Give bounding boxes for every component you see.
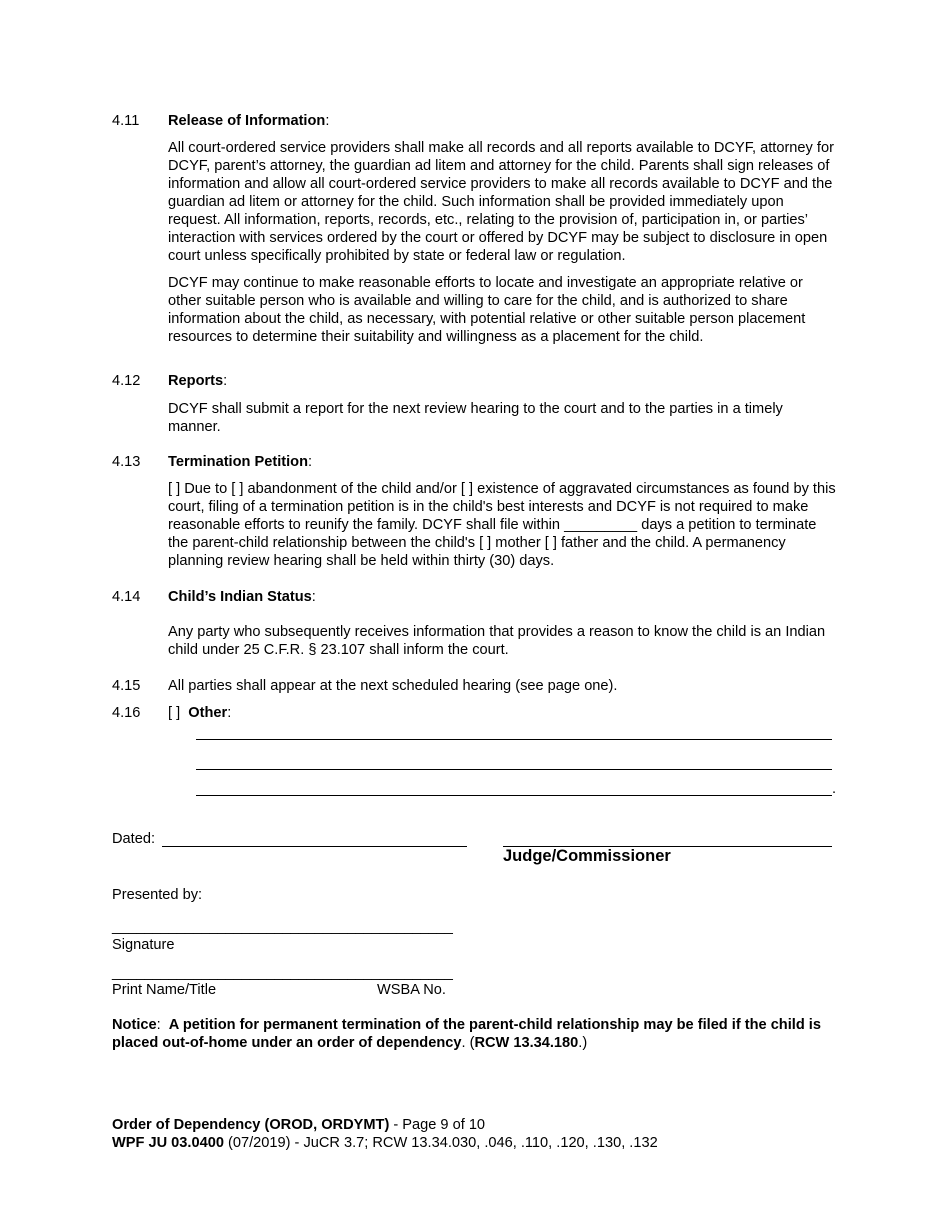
footer-page: - Page 9 of 10 [389,1117,486,1133]
release-info-paragraph: All court-ordered service providers shall make all records and all reports available to DCYF, attorney for DCYF, parent’s attorney, the guardian ad litem and attorney for the child. Parents shall sign releases of information and allow all court-ordered service providers to make all records available to DCYF and the guardian ad litem or attorney for the child. Such information shall be provided immediately upon request. All information, reports, records, etc., relating to the provision of, participation in, or parties’ interaction with services ordered by the court or offered by DCYF may be subject to disclosure in open court unless specifically prohibited by state or federal law or regulation. [168,140,834,264]
colon: : [311,589,316,605]
section-4-16-heading [168,704,231,722]
notice-text: A petition for permanent termination of the parent-child relationship may be filed if the child is placed out-of-home under an order of dependency [112,1017,821,1051]
colon: : [325,113,330,129]
termination-paragraph: [ ] Due to [ ] abandonment of the child and/or [ ] existence of aggravated circumstances as found by this court, filing of a termination petition is in the child's best interests and DCYF is not required to make reasonable efforts to reunify the family. DCYF shall file within _________ days a petition to terminate the parent-child relationship between the child's [ ] mother [ ] father and the child. A permanency planning review hearing shall be held within thirty (30) days. [168,481,836,569]
section-4-12-heading [168,372,227,390]
indian-status-paragraph: Any party who subsequently receives information that provides a reason to know the child is an Indian child under 25 C.F.R. § 23.107 shall inform the court. [168,624,826,658]
section-4-13-heading [168,453,312,471]
colon: : [227,705,232,721]
footer-line-2 [112,1134,658,1152]
signature-underline[interactable]: __________________________________________ [112,919,453,935]
notice-block [112,1016,832,1052]
notice-label: Notice [112,1017,157,1033]
section-4-12-title: Reports [168,373,224,389]
section-4-13-title: Termination Petition [168,454,308,470]
print-name-label: Print Name/Title [112,982,217,998]
signature-label: Signature [112,937,175,953]
colon: : [223,373,228,389]
section-4-14-title: Child’s Indian Status [168,589,312,605]
dated-line[interactable] [162,846,467,847]
notice-citation: RCW 13.34.180 [474,1035,579,1051]
judge-commissioner-label: Judge/Commissioner [503,847,671,865]
colon: : [308,454,313,470]
dated-label: Dated: [112,831,155,847]
section-4-11-heading [168,112,329,130]
section-4-11-title: Release of Information [168,113,326,129]
footer-title: Order of Dependency (OROD, ORDYMT) [112,1117,390,1133]
notice-cite-open: . ( [461,1035,475,1051]
section-4-13-number: 4.13 [112,454,141,470]
colon: : [156,1017,161,1033]
print-name-underline[interactable]: __________________________________________ [112,965,453,981]
other-line-3[interactable] [196,795,832,796]
other-checkbox[interactable]: [ ] [168,705,181,721]
other-line-2[interactable] [196,769,832,770]
notice-cite-close: .) [578,1035,588,1051]
presented-by-label: Presented by: [112,887,203,903]
other-line-1[interactable] [196,739,832,740]
reports-paragraph: DCYF shall submit a report for the next review hearing to the court and to the parties in a timely manner. [168,401,783,435]
section-4-15-number: 4.15 [112,678,141,694]
other-end-period: . [832,781,837,797]
footer-form-id: WPF JU 03.0400 [112,1135,224,1151]
relative-placement-paragraph: DCYF may continue to make reasonable efforts to locate and investigate an appropriate relative or other suitable person who is available and willing to care for the child, and is authorized to share information about the child, as necessary, with potential relative or other suitable person placement resources to determine their suitability and willingness as a placement for the child. [168,275,806,345]
section-4-11-number: 4.11 [112,113,140,129]
section-4-15-text: All parties shall appear at the next scheduled hearing (see page one). [168,678,618,694]
wsba-label: WSBA No. [377,982,446,998]
section-4-14-number: 4.14 [112,589,141,605]
section-4-11-body [168,139,838,346]
section-4-16-title: Other [188,705,228,721]
footer-form-rest: (07/2019) - JuCR 3.7; RCW 13.34.030, .046, .110, .120, .130, .132 [223,1135,658,1151]
footer-line-1 [112,1116,485,1134]
section-4-12-number: 4.12 [112,373,141,389]
section-4-16-number: 4.16 [112,705,141,721]
section-4-14-heading [168,588,316,606]
